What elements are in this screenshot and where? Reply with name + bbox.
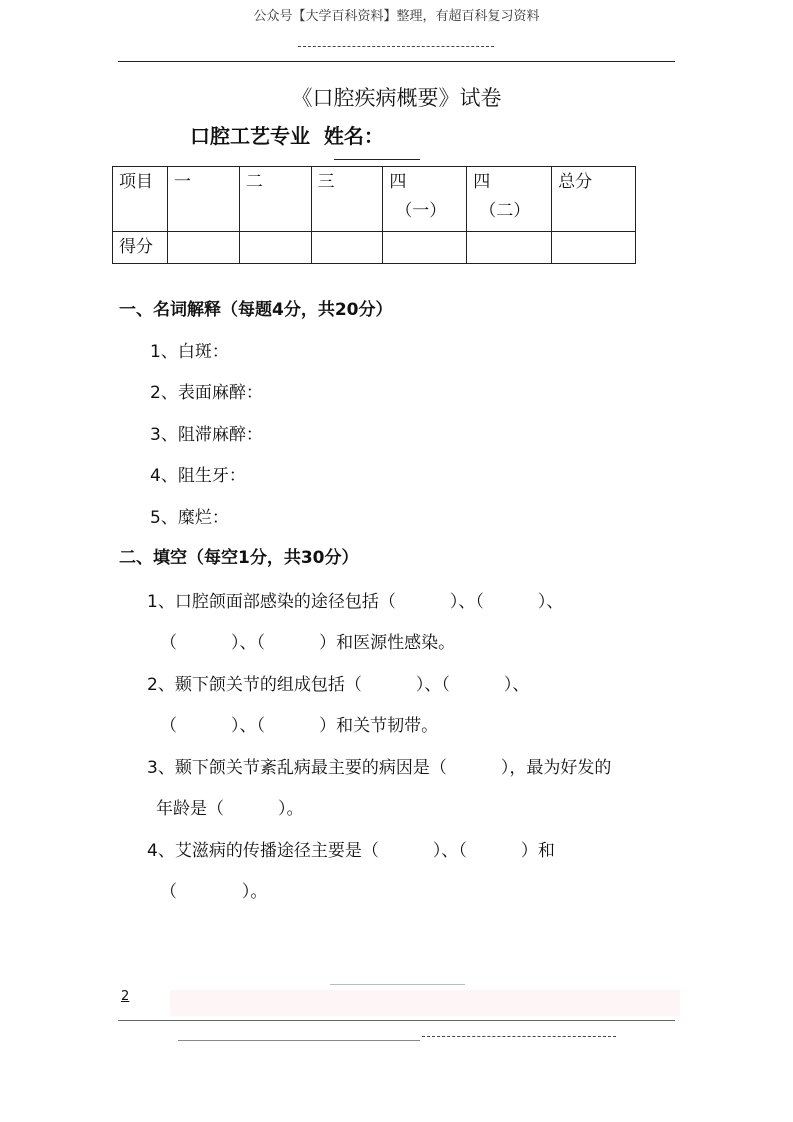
- score-table-empty-cell: [167, 232, 239, 264]
- score-table-score-row: [113, 232, 636, 264]
- definition-item: 2、表面麻醉：: [150, 383, 263, 403]
- section-heading-definitions: 一、名词解释（每题4分，共20分）: [119, 300, 393, 320]
- score-table-row-label: 得分: [113, 232, 168, 264]
- score-table-header-cell: 总分: [552, 167, 636, 232]
- definition-item: 4、阻生牙：: [150, 466, 246, 486]
- footer-short-rule: [330, 984, 465, 985]
- score-table-header-cell: 一: [167, 167, 239, 232]
- score-table-header-cell: 三: [311, 167, 383, 232]
- score-table-header-main: 四: [389, 172, 407, 192]
- score-table-header-cell: [383, 167, 467, 232]
- header-note: 公众号【大学百科资料】整理，有超百科复习资料: [253, 9, 540, 24]
- definition-item: 3、阻滞麻醉：: [150, 425, 263, 445]
- score-table-header-sub: （一）: [395, 201, 447, 221]
- score-table-header-row: [113, 167, 636, 232]
- definition-item: 1、白斑：: [150, 342, 229, 362]
- page-title: 《口腔疾病概要》试卷: [291, 86, 502, 110]
- score-table-empty-cell: [552, 232, 636, 264]
- fill-blank-line: 2、颞下颌关节的组成包括（ ）、（ ）、: [147, 675, 530, 695]
- score-table-empty-cell: [311, 232, 383, 264]
- footer-dashed-line: [422, 1036, 616, 1037]
- definition-item: 5、糜烂：: [150, 508, 229, 528]
- exam-subtitle: 口腔工艺专业 姓名：: [190, 124, 384, 148]
- fill-blank-line: 4、艾滋病的传播途径主要是（ ）、（ ）和: [147, 841, 555, 861]
- score-table: [112, 166, 636, 264]
- top-dashed-line: [298, 46, 494, 47]
- score-table-empty-cell: [383, 232, 467, 264]
- score-table-empty-cell: [239, 232, 311, 264]
- fill-blank-line: （ ）、（ ）和关节韧带。: [160, 716, 439, 736]
- footer-rule-secondary: [178, 1040, 420, 1041]
- fill-blank-line: 1、口腔颌面部感染的途径包括（ ）、（ ）、: [147, 592, 564, 612]
- footer-rule: [118, 1020, 675, 1021]
- score-table-header-sub: （二）: [479, 201, 531, 221]
- name-underline: [334, 159, 420, 160]
- score-table-header-main: 四: [473, 172, 491, 192]
- fill-blank-line: （ ）、（ ）和医源性感染。: [160, 633, 456, 653]
- fill-blank-line: 3、颞下颌关节紊乱病最主要的病因是（ ），最为好发的: [147, 758, 612, 778]
- score-table-header-cell: [467, 167, 552, 232]
- score-table-header-cell: 项目: [113, 167, 168, 232]
- score-table-empty-cell: [467, 232, 552, 264]
- page-number: 2: [121, 989, 130, 1004]
- footer-band: [170, 990, 680, 1016]
- section-heading-fill-blank: 二、填空（每空1分，共30分）: [119, 548, 359, 568]
- score-table-header-cell: 二: [239, 167, 311, 232]
- fill-blank-line: 年龄是（ ）。: [156, 799, 304, 819]
- fill-blank-line: （ ）。: [160, 882, 268, 902]
- top-rule: [118, 61, 675, 62]
